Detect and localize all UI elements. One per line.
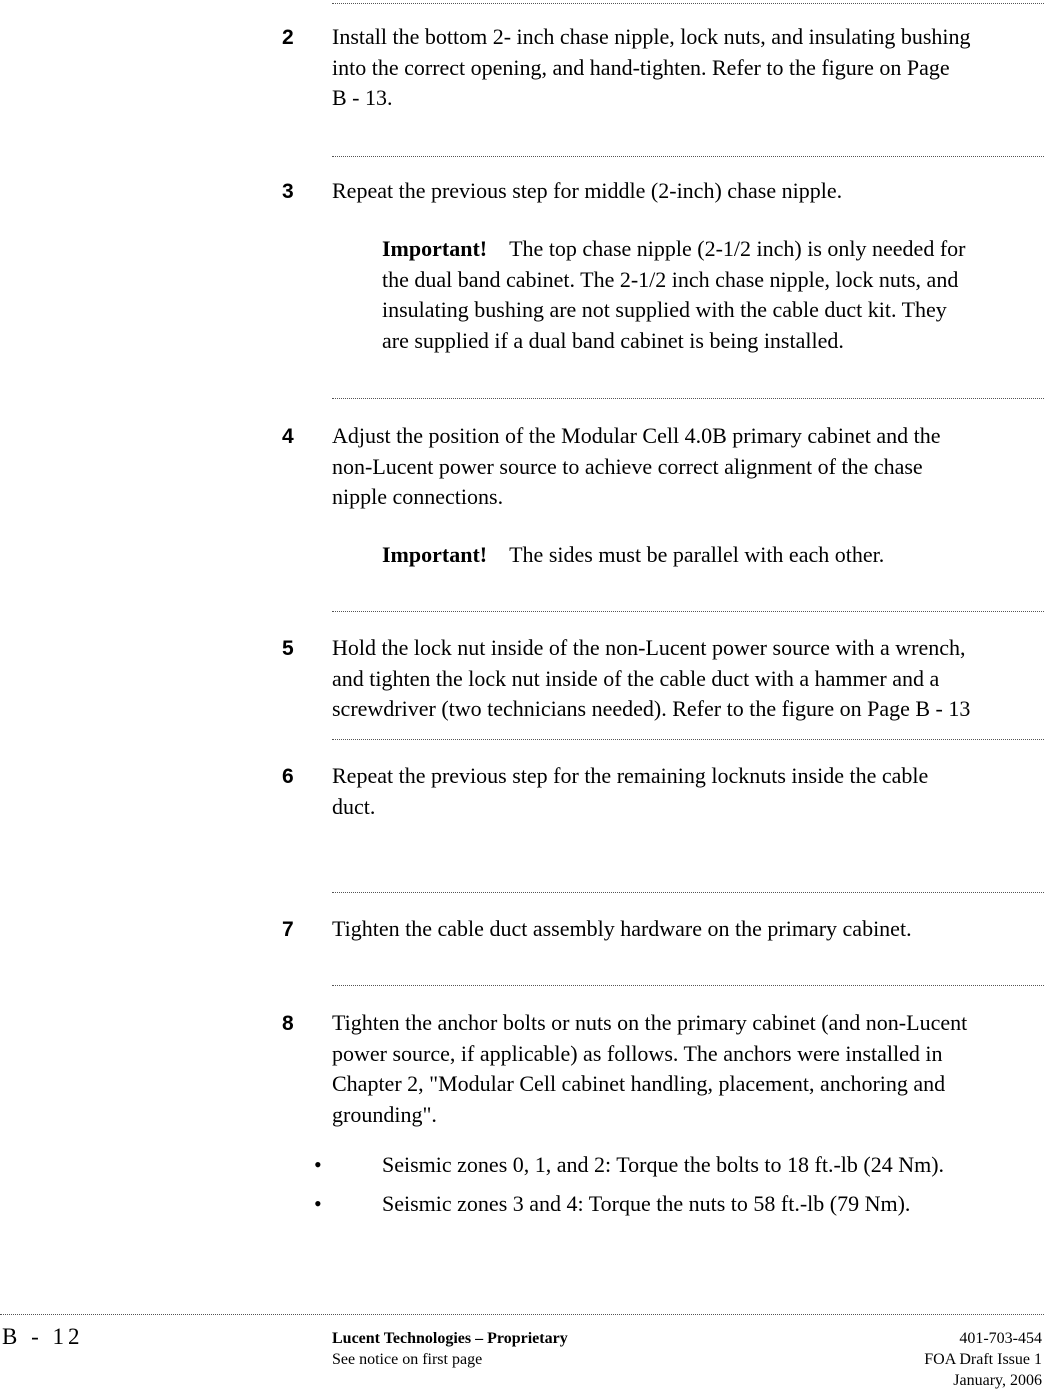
separator-rule xyxy=(332,892,1044,893)
bullet-icon: • xyxy=(314,1152,322,1177)
step-text xyxy=(332,1008,1044,1130)
footer-right xyxy=(924,1328,1042,1391)
separator-rule xyxy=(332,739,1044,740)
step-text xyxy=(332,761,1044,822)
bullet-item: Seismic zones 3 and 4: Torque the nuts to 58 ft.-lb (79 Nm). xyxy=(382,1191,911,1216)
text-line: non-Lucent power source to achieve correct alignment of the chase xyxy=(332,453,923,479)
text-line: nipple connections. xyxy=(332,484,504,509)
separator-rule xyxy=(332,398,1044,399)
text-line: the dual band cabinet. The 2-1/2 inch chase nipple, lock nuts, and xyxy=(382,266,959,292)
note-label: Important! xyxy=(382,236,488,261)
step-text xyxy=(332,421,1044,513)
text-line: into the correct opening, and hand-tighten. Refer to the figure on Page xyxy=(332,54,950,80)
text-line: Hold the lock nut inside of the non-Lucent power source with a wrench, xyxy=(332,635,966,660)
text-line: grounding". xyxy=(332,1101,437,1127)
page-number: B - 12 xyxy=(2,1324,84,1349)
issue-text: FOA Draft Issue 1 xyxy=(924,1351,1042,1368)
step-text xyxy=(332,914,1044,945)
text-line: The sides must be parallel with each other. xyxy=(509,542,885,567)
bullet-icon: • xyxy=(314,1191,322,1216)
notice-text: See notice on first page xyxy=(332,1351,483,1368)
step-number: 8 xyxy=(282,1012,294,1035)
step-number: 7 xyxy=(282,918,294,941)
step-number: 4 xyxy=(282,425,294,448)
separator-rule xyxy=(332,156,1044,157)
text-line: and tighten the lock nut inside of the cable duct with a hammer and a xyxy=(332,665,940,691)
step-number: 5 xyxy=(282,637,294,660)
footer-rule xyxy=(0,1314,1044,1315)
text-line: Tighten the cable duct assembly hardware on the primary cabinet. xyxy=(332,916,912,941)
company-name: Lucent Technologies – Proprietary xyxy=(332,1330,568,1347)
step-text xyxy=(332,633,1044,725)
text-line: B - 13. xyxy=(332,85,393,110)
text-line: Repeat the previous step for the remaining locknuts inside the cable xyxy=(332,763,929,788)
step-text xyxy=(332,176,1044,207)
text-line: Install the bottom 2- inch chase nipple, lock nuts, and insulating bushing xyxy=(332,24,971,49)
note-label: Important! xyxy=(382,542,488,567)
text-line: Chapter 2, "Modular Cell cabinet handling, placement, anchoring and xyxy=(332,1071,946,1096)
important-note xyxy=(382,540,1044,571)
bullet-item: Seismic zones 0, 1, and 2: Torque the bolts to 18 ft.-lb (24 Nm). xyxy=(382,1152,945,1177)
date-text: January, 2006 xyxy=(953,1372,1042,1389)
text-line: Repeat the previous step for middle (2-inch) chase nipple. xyxy=(332,178,843,203)
step-number: 2 xyxy=(282,26,294,49)
text-line: Adjust the position of the Modular Cell 4.0B primary cabinet and the xyxy=(332,423,941,448)
text-line: Tighten the anchor bolts or nuts on the primary cabinet (and non-Lucent xyxy=(332,1010,968,1035)
separator-rule xyxy=(332,3,1044,4)
text-line: screwdriver (two technicians needed). Refer to the figure on Page B - 13 xyxy=(332,696,971,721)
text-line: insulating bushing are not supplied with the cable duct kit. They xyxy=(382,297,947,322)
step-number: 6 xyxy=(282,765,294,788)
step-number: 3 xyxy=(282,180,294,203)
important-note xyxy=(382,234,1044,356)
text-line: The top chase nipple (2-1/2 inch) is only needed for xyxy=(509,236,966,261)
text-line: are supplied if a dual band cabinet is being installed. xyxy=(382,327,844,353)
separator-rule xyxy=(332,611,1044,612)
separator-rule xyxy=(332,985,1044,986)
doc-number: 401-703-454 xyxy=(959,1330,1042,1347)
footer-center xyxy=(332,1328,568,1370)
text-line: power source, if applicable) as follows. The anchors were installed in xyxy=(332,1040,943,1066)
step-text xyxy=(332,22,1044,114)
text-line: duct. xyxy=(332,793,376,819)
